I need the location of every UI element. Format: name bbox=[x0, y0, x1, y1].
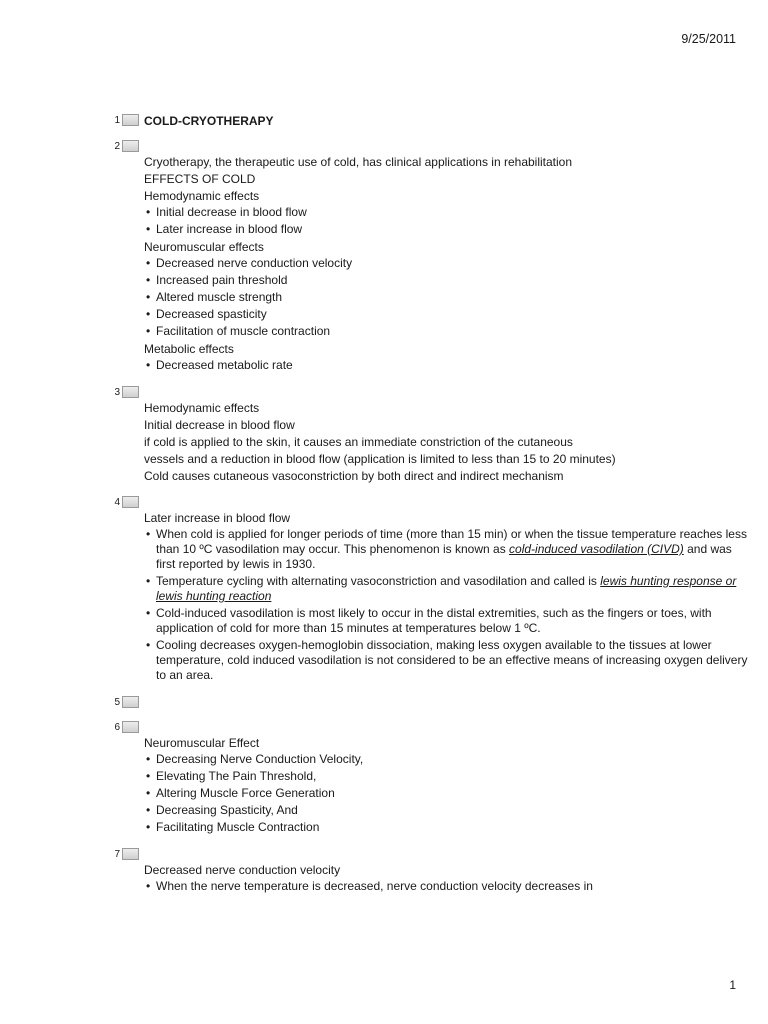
bullet-item: • Decreasing Spasticity, And bbox=[146, 803, 298, 817]
slide-marker bbox=[108, 384, 144, 400]
text-line: Neuromuscular effects bbox=[144, 240, 264, 254]
slide-5 bbox=[108, 694, 748, 710]
bullet-item: • When the nerve temperature is decreased, nerve conduction velocity decreases in bbox=[146, 879, 593, 893]
bullet-item: • Decreasing Nerve Conduction Velocity, bbox=[146, 752, 364, 766]
bullet-item: • Elevating The Pain Threshold, bbox=[146, 769, 317, 783]
bullet-item: • Facilitation of muscle contraction bbox=[146, 324, 331, 338]
print-date: 9/25/2011 bbox=[681, 32, 736, 46]
slide-thumbnail-icon[interactable] bbox=[122, 496, 139, 508]
text-line: Neuromuscular Effect bbox=[144, 736, 260, 750]
slide-number: 6 bbox=[114, 721, 120, 733]
slide-marker bbox=[108, 138, 144, 154]
slide-number: 3 bbox=[114, 386, 120, 398]
slide-4 bbox=[108, 494, 748, 685]
bullet-item: • Later increase in blood flow bbox=[146, 222, 303, 236]
slide-6 bbox=[108, 719, 748, 837]
notes-content bbox=[108, 112, 748, 905]
slide-marker bbox=[108, 494, 144, 510]
slide-marker bbox=[108, 112, 144, 128]
text-line: Metabolic effects bbox=[144, 342, 234, 356]
text-line: Later increase in blood flow bbox=[144, 511, 291, 525]
slide-number: 7 bbox=[114, 848, 120, 860]
bullet-item: • Facilitating Muscle Contraction bbox=[146, 820, 320, 834]
text-line: Initial decrease in blood flow bbox=[144, 418, 295, 432]
bullet-item: • Temperature cycling with alternating vasoconstriction and vasodilation and called is lewis hunting response or lewis hunting reaction bbox=[146, 574, 737, 603]
text-line: vessels and a reduction in blood flow (application is limited to less than 15 to 20 minutes) bbox=[144, 452, 616, 466]
term-civd: cold-induced vasodilation (CIVD) bbox=[509, 542, 684, 556]
slide-title: COLD-CRYOTHERAPY bbox=[144, 114, 274, 128]
bullet-item: • Altering Muscle Force Generation bbox=[146, 786, 335, 800]
text-line: if cold is applied to the skin, it causes an immediate constriction of the cutaneous bbox=[144, 435, 573, 449]
slide-number: 4 bbox=[114, 496, 120, 508]
slide-thumbnail-icon[interactable] bbox=[122, 386, 139, 398]
text-line: Cold causes cutaneous vasoconstriction by both direct and indirect mechanism bbox=[144, 469, 564, 483]
text-line: Cryotherapy, the therapeutic use of cold, has clinical applications in rehabilitation bbox=[144, 155, 573, 169]
slide-thumbnail-icon[interactable] bbox=[122, 140, 139, 152]
bullet-item: • Cold-induced vasodilation is most likely to occur in the distal extremities, such as the fingers or toes, with application of cold for more than 15 minutes at temperatures below 1 ºC. bbox=[146, 606, 712, 635]
bullet-item: • Initial decrease in blood flow bbox=[146, 205, 307, 219]
text-line: Decreased nerve conduction velocity bbox=[144, 863, 341, 877]
bullet-item: • When cold is applied for longer periods of time (more than 15 min) or when the tissue temperature reaches less than 10 ºC vasodilation may occur. This phenomenon is known as cold-induced vasodilation (CIVD) and was first reported by lewis in 1930. bbox=[146, 527, 747, 571]
slide-marker bbox=[108, 694, 144, 710]
slide-marker bbox=[108, 846, 144, 862]
slide-thumbnail-icon[interactable] bbox=[122, 114, 139, 126]
slide-3 bbox=[108, 384, 748, 485]
slide-thumbnail-icon[interactable] bbox=[122, 721, 139, 733]
slide-1 bbox=[108, 112, 748, 129]
slide-number: 2 bbox=[114, 140, 120, 152]
slide-number: 5 bbox=[114, 696, 120, 708]
bullet-item: • Increased pain threshold bbox=[146, 273, 288, 287]
bullet-item: • Cooling decreases oxygen-hemoglobin dissociation, making less oxygen available to the tissues at lower temperature, cold induced vasodilation is not considered to be an effective means of increasing oxygen delivery to an area. bbox=[146, 638, 748, 682]
slide-2 bbox=[108, 138, 748, 375]
bullet-item: • Altered muscle strength bbox=[146, 290, 283, 304]
bullet-item: • Decreased nerve conduction velocity bbox=[146, 256, 353, 270]
term-lewis-hunting: lewis hunting response or lewis hunting reaction bbox=[156, 574, 737, 603]
page-number: 1 bbox=[729, 978, 736, 992]
text-line: EFFECTS OF COLD bbox=[144, 172, 256, 186]
slide-thumbnail-icon[interactable] bbox=[122, 696, 139, 708]
slide-marker bbox=[108, 719, 144, 735]
text-line: Hemodynamic effects bbox=[144, 189, 260, 203]
slide-thumbnail-icon[interactable] bbox=[122, 848, 139, 860]
text-line: Hemodynamic effects bbox=[144, 401, 260, 415]
bullet-item: • Decreased spasticity bbox=[146, 307, 267, 321]
bullet-item: • Decreased metabolic rate bbox=[146, 358, 293, 372]
slide-number: 1 bbox=[114, 114, 120, 126]
slide-7 bbox=[108, 846, 748, 896]
